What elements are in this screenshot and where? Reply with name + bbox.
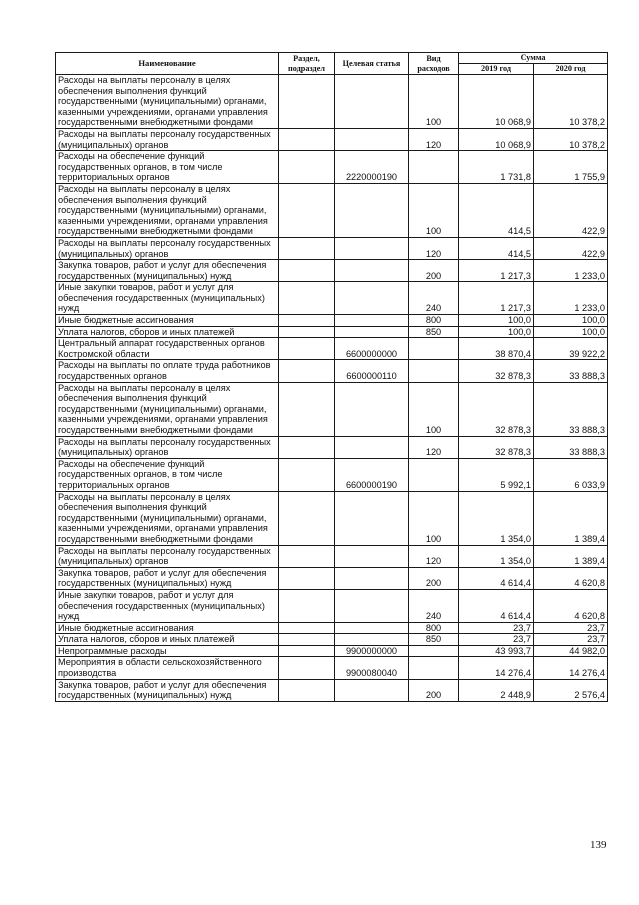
row-expense-type: 800 [409, 622, 459, 634]
row-section [279, 567, 335, 589]
row-sum-2020: 33 888,3 [534, 382, 608, 436]
row-name: Расходы на выплаты персоналу в целях обеспечения выполнения функций государственными (муниципальными) органами, казенными учреждениями, органами управления государственными внебюджетными фондами [56, 183, 279, 237]
row-target [335, 282, 409, 315]
table-row [56, 326, 608, 338]
row-section [279, 634, 335, 646]
row-section [279, 183, 335, 237]
table-row [56, 360, 608, 382]
table-row [56, 315, 608, 327]
row-expense-type [409, 151, 459, 184]
header-name: Наименование [56, 53, 279, 75]
row-expense-type [409, 657, 459, 679]
row-section [279, 338, 335, 360]
table-row [56, 545, 608, 567]
row-sum-2020: 1 755,9 [534, 151, 608, 184]
row-sum-2019: 1 354,0 [459, 491, 534, 545]
row-sum-2019: 14 276,4 [459, 657, 534, 679]
row-target [335, 382, 409, 436]
row-sum-2020: 23,7 [534, 622, 608, 634]
row-sum-2020: 1 389,4 [534, 545, 608, 567]
row-name: Расходы на выплаты персоналу государственных (муниципальных) органов [56, 128, 279, 150]
row-expense-type: 240 [409, 589, 459, 622]
table-row [56, 436, 608, 458]
row-sum-2019: 10 068,9 [459, 75, 534, 129]
row-target [335, 567, 409, 589]
row-name: Иные бюджетные ассигнования [56, 315, 279, 327]
row-target [335, 622, 409, 634]
row-sum-2020: 33 888,3 [534, 436, 608, 458]
row-sum-2020: 44 982,0 [534, 645, 608, 657]
row-target [335, 260, 409, 282]
row-sum-2020: 1 233,0 [534, 260, 608, 282]
header-section: Раздел, подраздел [279, 53, 335, 75]
row-expense-type [409, 458, 459, 491]
row-section [279, 645, 335, 657]
row-expense-type: 120 [409, 237, 459, 259]
row-section [279, 589, 335, 622]
row-section [279, 436, 335, 458]
row-sum-2019: 414,5 [459, 237, 534, 259]
table-row [56, 338, 608, 360]
row-expense-type: 100 [409, 382, 459, 436]
row-expense-type: 120 [409, 545, 459, 567]
row-name: Закупка товаров, работ и услуг для обеспечения государственных (муниципальных) нужд [56, 679, 279, 701]
table-row [56, 567, 608, 589]
row-sum-2020: 4 620,8 [534, 589, 608, 622]
header-target: Целевая статья [335, 53, 409, 75]
table-row [56, 260, 608, 282]
row-expense-type: 200 [409, 567, 459, 589]
row-sum-2020: 10 378,2 [534, 128, 608, 150]
row-target [335, 436, 409, 458]
row-expense-type [409, 645, 459, 657]
row-section [279, 622, 335, 634]
row-sum-2020: 100,0 [534, 326, 608, 338]
row-expense-type [409, 338, 459, 360]
row-target [335, 491, 409, 545]
row-section [279, 360, 335, 382]
row-sum-2019: 32 878,3 [459, 382, 534, 436]
table-body [56, 75, 608, 702]
row-expense-type: 850 [409, 634, 459, 646]
row-section [279, 382, 335, 436]
row-name: Закупка товаров, работ и услуг для обеспечения государственных (муниципальных) нужд [56, 567, 279, 589]
table-row [56, 645, 608, 657]
table-row [56, 183, 608, 237]
row-sum-2019: 23,7 [459, 634, 534, 646]
row-section [279, 545, 335, 567]
row-name: Расходы на выплаты персоналу в целях обеспечения выполнения функций государственными (муниципальными) органами, казенными учреждениями, органами управления государственными внебюджетными фондами [56, 382, 279, 436]
row-sum-2020: 33 888,3 [534, 360, 608, 382]
row-section [279, 458, 335, 491]
row-name: Расходы на обеспечение функций государственных органов, в том числе территориальных органов [56, 458, 279, 491]
row-name: Уплата налогов, сборов и иных платежей [56, 326, 279, 338]
row-sum-2019: 32 878,3 [459, 360, 534, 382]
table-row [56, 634, 608, 646]
header-sum: Сумма [459, 53, 608, 64]
row-sum-2020: 2 576,4 [534, 679, 608, 701]
row-target: 9900080040 [335, 657, 409, 679]
table-row [56, 491, 608, 545]
row-target: 9900000000 [335, 645, 409, 657]
row-target: 6600000190 [335, 458, 409, 491]
row-section [279, 491, 335, 545]
row-expense-type: 800 [409, 315, 459, 327]
row-target [335, 634, 409, 646]
row-target [335, 128, 409, 150]
row-expense-type: 200 [409, 260, 459, 282]
row-name: Центральный аппарат государственных органов Костромской области [56, 338, 279, 360]
row-section [279, 151, 335, 184]
table-header [56, 53, 608, 75]
row-sum-2019: 38 870,4 [459, 338, 534, 360]
table-row [56, 282, 608, 315]
table-row [56, 382, 608, 436]
row-name: Расходы на выплаты по оплате труда работников государственных органов [56, 360, 279, 382]
row-name: Мероприятия в области сельскохозяйственного производства [56, 657, 279, 679]
row-section [279, 679, 335, 701]
row-target [335, 545, 409, 567]
row-sum-2020: 100,0 [534, 315, 608, 327]
row-section [279, 282, 335, 315]
row-name: Расходы на выплаты персоналу государственных (муниципальных) органов [56, 545, 279, 567]
row-sum-2019: 2 448,9 [459, 679, 534, 701]
header-expense-type: Вид расходов [409, 53, 459, 75]
row-sum-2020: 14 276,4 [534, 657, 608, 679]
row-name: Закупка товаров, работ и услуг для обеспечения государственных (муниципальных) нужд [56, 260, 279, 282]
row-sum-2020: 39 922,2 [534, 338, 608, 360]
row-sum-2019: 4 614,4 [459, 567, 534, 589]
row-name: Расходы на выплаты персоналу государственных (муниципальных) органов [56, 237, 279, 259]
row-sum-2020: 6 033,9 [534, 458, 608, 491]
row-expense-type: 100 [409, 183, 459, 237]
row-sum-2020: 1 389,4 [534, 491, 608, 545]
row-name: Расходы на выплаты персоналу в целях обеспечения выполнения функций государственными (муниципальными) органами, казенными учреждениями, органами управления государственными внебюджетными фондами [56, 491, 279, 545]
row-sum-2019: 100,0 [459, 326, 534, 338]
row-expense-type: 240 [409, 282, 459, 315]
row-sum-2019: 414,5 [459, 183, 534, 237]
row-name: Непрограммные расходы [56, 645, 279, 657]
row-expense-type: 200 [409, 679, 459, 701]
row-expense-type: 100 [409, 491, 459, 545]
row-target [335, 315, 409, 327]
row-expense-type: 100 [409, 75, 459, 129]
row-sum-2019: 32 878,3 [459, 436, 534, 458]
row-expense-type [409, 360, 459, 382]
row-target: 2220000190 [335, 151, 409, 184]
row-section [279, 75, 335, 129]
table-row [56, 458, 608, 491]
row-section [279, 657, 335, 679]
row-sum-2020: 422,9 [534, 237, 608, 259]
table-row [56, 75, 608, 129]
row-name: Расходы на обеспечение функций государственных органов, в том числе территориальных органов [56, 151, 279, 184]
table-row [56, 128, 608, 150]
row-section [279, 326, 335, 338]
row-target [335, 589, 409, 622]
row-name: Расходы на выплаты персоналу в целях обеспечения выполнения функций государственными (муниципальными) органами, казенными учреждениями, органами управления государственными внебюджетными фондами [56, 75, 279, 129]
table-row [56, 657, 608, 679]
row-target [335, 75, 409, 129]
row-name: Иные бюджетные ассигнования [56, 622, 279, 634]
row-target [335, 679, 409, 701]
row-target [335, 237, 409, 259]
row-sum-2020: 1 233,0 [534, 282, 608, 315]
row-expense-type: 120 [409, 436, 459, 458]
row-sum-2019: 1 354,0 [459, 545, 534, 567]
table-row [56, 589, 608, 622]
table-row [56, 622, 608, 634]
row-target [335, 326, 409, 338]
row-sum-2019: 100,0 [459, 315, 534, 327]
row-sum-2019: 1 731,8 [459, 151, 534, 184]
row-sum-2020: 422,9 [534, 183, 608, 237]
row-section [279, 237, 335, 259]
row-target: 6600000000 [335, 338, 409, 360]
row-sum-2020: 4 620,8 [534, 567, 608, 589]
row-sum-2019: 4 614,4 [459, 589, 534, 622]
page-number: 139 [590, 839, 607, 851]
row-target [335, 183, 409, 237]
row-name: Уплата налогов, сборов и иных платежей [56, 634, 279, 646]
header-year-2020: 2020 год [534, 64, 608, 75]
row-section [279, 128, 335, 150]
row-sum-2019: 1 217,3 [459, 260, 534, 282]
row-sum-2020: 23,7 [534, 634, 608, 646]
row-section [279, 260, 335, 282]
row-target: 6600000110 [335, 360, 409, 382]
table-row [56, 237, 608, 259]
row-sum-2019: 10 068,9 [459, 128, 534, 150]
row-sum-2019: 1 217,3 [459, 282, 534, 315]
row-sum-2019: 43 993,7 [459, 645, 534, 657]
row-name: Иные закупки товаров, работ и услуг для обеспечения государственных (муниципальных) нужд [56, 589, 279, 622]
row-expense-type: 120 [409, 128, 459, 150]
row-name: Иные закупки товаров, работ и услуг для обеспечения государственных (муниципальных) нужд [56, 282, 279, 315]
table-row [56, 679, 608, 701]
budget-table [55, 52, 608, 702]
row-sum-2019: 23,7 [459, 622, 534, 634]
row-sum-2020: 10 378,2 [534, 75, 608, 129]
header-year-2019: 2019 год [459, 64, 534, 75]
row-section [279, 315, 335, 327]
row-name: Расходы на выплаты персоналу государственных (муниципальных) органов [56, 436, 279, 458]
table-row [56, 151, 608, 184]
row-expense-type: 850 [409, 326, 459, 338]
row-sum-2019: 5 992,1 [459, 458, 534, 491]
